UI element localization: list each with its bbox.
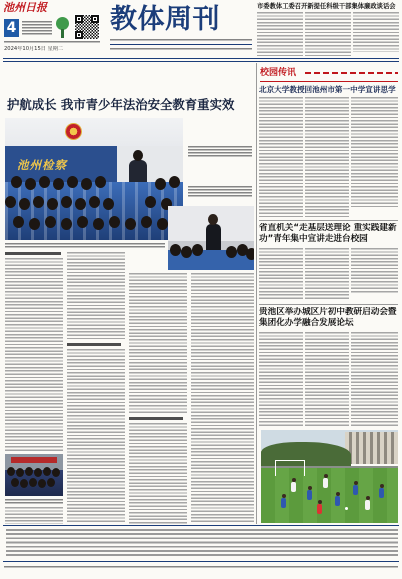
column-divider [256,63,257,524]
masthead-subtitle-text [110,39,252,42]
bottom-divider [3,525,399,526]
sidebar-text-column [305,97,349,217]
student-head [53,178,64,190]
sidebar-text-column [259,332,303,426]
qr-finder-pattern [75,15,83,23]
photo-caption [5,499,63,505]
student-head [38,479,46,488]
students-crowd [5,182,183,240]
student-head [125,218,136,230]
section-tag-rule [260,81,398,82]
student-head [19,198,30,210]
player-figure [365,500,370,510]
top-story-text-column [305,12,351,56]
sidebar-headline-1: 北京大学教授回池州市第一中学宣讲思学 [259,85,396,94]
student-head [95,176,106,188]
player-figure [379,488,384,498]
student-head [47,198,58,210]
section-subheading [67,343,121,346]
student-head [33,196,44,208]
bottom-text-block [6,529,398,558]
student-head [39,176,50,188]
national-emblem-icon [65,123,82,140]
student-head [61,218,72,230]
student-head [20,479,28,488]
player-figure [307,490,312,500]
main-headline: 护航成长 我市青少年法治安全教育重实效 [7,97,235,112]
photo-caption [188,146,252,158]
student-head [181,246,192,258]
student-head [29,478,37,487]
sidebar-text-column [305,332,349,426]
student-head [61,196,72,208]
student-head [25,467,33,476]
top-story-text-column [353,12,399,52]
student-head [226,246,237,258]
student-head [67,176,78,188]
main-story-photo [5,118,183,240]
student-head [5,196,16,208]
student-head [25,178,36,190]
soccer-ball [345,507,348,510]
main-story-text-column [5,507,63,524]
section-tag-ornament [305,72,398,74]
top-right-headline: 市委教体工委召开新提任科级干部集体廉政谈话会 [257,3,396,10]
student-head [109,216,120,228]
photo-caption [5,243,165,249]
student-head [157,218,168,230]
editor-info-text [110,48,252,51]
issue-info-text [4,41,100,44]
section-subheading [5,252,61,255]
teacher-head [133,150,143,161]
student-head [93,218,104,230]
section-subheading [129,417,183,420]
student-head [89,196,100,208]
student-head [16,468,24,477]
student-head [103,198,114,210]
photo-banner [11,457,57,463]
main-story-text-column [129,423,187,524]
story-divider [259,304,398,305]
speaker-photo [168,206,254,270]
student-head [81,178,92,190]
student-head [47,478,55,487]
student-head [155,178,166,190]
student-head [192,244,203,256]
speaker-head [208,214,218,225]
student-head [7,467,15,476]
photo-wall-text: 池州检察 [17,158,67,172]
masthead-divider [3,58,399,59]
section-tag: 校园传讯 [260,68,297,78]
sidebar-text-column [259,97,303,217]
emblem-trunk [61,29,64,38]
top-story-text-column [257,12,303,56]
student-head [75,198,86,210]
students-group-photo [5,454,63,496]
main-story-text-column [191,273,254,524]
tree-emblem-icon [56,17,69,38]
sidebar-text-column [351,97,398,207]
sidebar-text-column [351,332,398,426]
soccer-photo [261,430,398,523]
main-story-text-column [67,252,125,340]
student-head [145,196,156,208]
issue-date: 2024年10月15日 星期二 [4,46,64,52]
soccer-goal [275,460,305,476]
sidebar-text-column [259,248,303,301]
masthead-logo: 池州日报 [3,1,47,14]
student-head [141,216,152,228]
student-head [170,244,181,256]
qr-finder-pattern [75,31,83,39]
player-figure [353,485,358,495]
photo-caption [188,186,252,198]
story-divider [259,220,398,221]
footer-text [4,566,398,569]
sidebar-headline-3: 贵池区举办城区片初中教研启动会暨集团化办学融合发展论坛 [259,307,397,328]
player-figure [335,496,340,506]
sidebar-text-column [351,248,398,294]
player-figure [281,498,286,508]
masthead-title-rule [110,44,252,45]
qr-code-icon [74,14,100,40]
student-head [169,176,180,188]
page-number-badge: 4 [4,19,19,37]
student-head [11,478,19,487]
page-info-text [22,21,52,35]
qr-finder-pattern [91,15,99,23]
main-story-text-column [5,258,63,451]
sidebar-headline-2: 省直机关“走基层送理论 重实践建新功”青年集中宣讲走进台校园 [259,223,397,244]
sidebar-text-column [305,248,349,301]
main-story-text-column [129,273,187,414]
student-head [45,216,56,228]
student-head [43,467,51,476]
player-figure [323,478,328,488]
player-figure [291,482,296,492]
student-head [52,468,60,477]
masthead-divider [3,61,399,62]
student-head [13,216,24,228]
student-head [77,216,88,228]
student-head [246,248,254,260]
footer-divider [3,561,399,562]
masthead-title: 教体周刊 [110,4,220,35]
main-story-text-column [67,349,125,524]
photo-building [345,432,398,464]
student-head [34,468,42,477]
student-head [29,218,40,230]
student-head [11,176,22,188]
player-figure [317,504,322,514]
